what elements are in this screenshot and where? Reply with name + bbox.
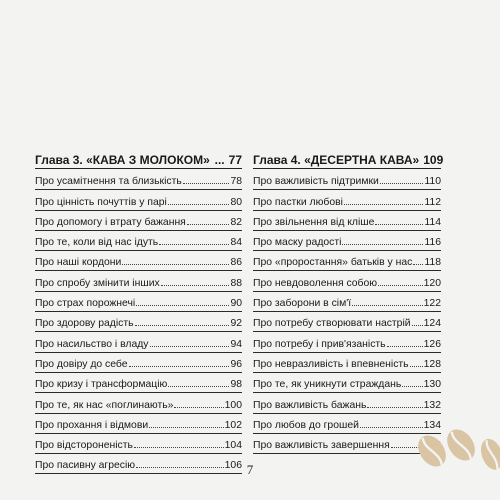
toc-entry (35, 434, 242, 454)
toc-entry-title: Про потребу і прив'язаність (253, 338, 386, 350)
toc-entry-page: 114 (424, 216, 441, 228)
toc-entry-title: Про невразливість і впевненість (253, 358, 409, 370)
toc-entry (35, 414, 242, 434)
toc-entry (35, 231, 242, 251)
toc-entry-page: 100 (224, 399, 242, 411)
toc-entry-title: Про допомогу і втрату бажання (35, 216, 186, 228)
toc-entry (35, 393, 242, 413)
toc-entry (35, 190, 242, 210)
toc-entry-page: 96 (230, 358, 242, 370)
toc-entry-page: 120 (423, 277, 441, 289)
toc-entry (253, 251, 441, 271)
toc-entry-page: 102 (224, 419, 242, 431)
toc-entry-title: Про маску радості (253, 237, 342, 249)
toc-entry-page: 128 (423, 358, 441, 370)
toc-entry (253, 292, 441, 312)
toc-entry-page: 126 (423, 338, 441, 350)
toc-entry-title: Про насильство і владу (35, 338, 149, 350)
toc-entry (253, 170, 441, 190)
toc-entry-title: Про звільнення від кліше (253, 216, 375, 228)
dot-leader (344, 204, 423, 205)
dot-leader (135, 325, 230, 326)
toc-entry (253, 211, 441, 231)
dot-leader (187, 224, 230, 225)
toc-entry-page: 88 (230, 277, 242, 289)
dot-leader (122, 264, 229, 265)
toc-entry-page: 94 (230, 338, 242, 350)
toc-entry-title: Про потребу створювати настрій (253, 318, 411, 330)
dot-leader (129, 366, 230, 367)
chapter-page: 109 (423, 153, 444, 167)
toc-entry (35, 332, 242, 352)
toc-entry-title: Про пастки любові (253, 196, 343, 208)
toc-entry-title: Про те, як нас «поглинають» (35, 399, 174, 411)
toc-entry-title: Про страх порожнечі (35, 298, 136, 310)
toc-entry-page: 82 (230, 216, 242, 228)
dot-leader (161, 285, 230, 286)
dot-leader (168, 204, 230, 205)
toc-entry-page: 78 (230, 176, 242, 188)
dot-leader (134, 447, 224, 448)
dot-leader (168, 386, 229, 387)
dot-leader (352, 305, 423, 306)
toc-entry-title: Про пасивну агресію (35, 460, 136, 472)
toc-entry-page: 116 (424, 237, 441, 249)
toc-entry (253, 312, 441, 332)
toc-entry-page: 110 (424, 176, 441, 188)
toc-entry (35, 373, 242, 393)
dot-leader (387, 346, 423, 347)
toc-entry-page: 134 (423, 419, 441, 431)
toc-entry (35, 353, 242, 373)
toc-entry-title: Про довіру до себе (35, 358, 128, 370)
toc-entry (253, 190, 441, 210)
toc-entry-title: Про цінність почуттів у парі (35, 196, 167, 208)
toc-entry (253, 393, 441, 413)
toc-entry-page: 112 (424, 196, 441, 208)
toc-entry-page: 124 (423, 318, 441, 330)
toc-entry-page: 106 (224, 460, 242, 472)
toc-entry-title: Про наші кордони (35, 257, 122, 269)
toc-entry-title: Про любов до грошей (253, 419, 359, 431)
toc-entry-title: Про заборони в сім'ї (253, 298, 352, 310)
toc-entry-title: Про важливість підтримки (253, 176, 379, 188)
toc-column-chapter-3 (35, 153, 242, 474)
toc-entry-page: 86 (230, 257, 242, 269)
dot-leader (342, 244, 423, 245)
toc-entry (253, 373, 441, 393)
toc-entry-title: Про те, як уникнути страждань (253, 379, 402, 391)
dot-leader (159, 244, 229, 245)
dot-leader (174, 407, 223, 408)
chapter-dots: ... (214, 153, 225, 167)
toc-entry-page: 122 (423, 298, 441, 310)
toc-entry (253, 353, 441, 373)
chapter-page: 77 (228, 153, 242, 167)
toc-entry-page: 98 (230, 379, 242, 391)
toc-entry-page: 84 (230, 237, 242, 249)
dot-leader (402, 386, 422, 387)
toc-entry-title: Про відстороненість (35, 440, 133, 452)
dot-leader (149, 427, 223, 428)
toc-entry-title: Про прохання і відмови (35, 419, 149, 431)
toc-entry-page: 130 (423, 379, 441, 391)
chapter-heading (253, 153, 444, 169)
dot-leader (413, 264, 423, 265)
dot-leader (378, 285, 423, 286)
toc-entry (253, 231, 441, 251)
toc-entry-title: Про важливість бажань (253, 399, 367, 411)
toc-entry-page: 132 (423, 399, 441, 411)
dot-leader (412, 325, 423, 326)
toc-entry (35, 211, 242, 231)
toc-entry-title: Про важливість завершення (253, 440, 390, 452)
toc-entry-title: Про кризу і трансформацію (35, 379, 168, 391)
toc-entry-title: Про здорову радість (35, 318, 134, 330)
toc-entry-list (253, 170, 441, 454)
toc-entry-page: 92 (230, 318, 242, 330)
toc-entry-list (35, 170, 242, 474)
chapter-title: Глава 4. «ДЕСЕРТНА КАВА» (253, 153, 420, 167)
toc-entry-title: Про усамітнення та близькість (35, 176, 182, 188)
toc-entry (253, 332, 441, 352)
toc-entry-page: 104 (224, 440, 242, 452)
toc-entry-page: 118 (424, 257, 441, 269)
dot-leader (367, 407, 422, 408)
toc-entry (35, 312, 242, 332)
dot-leader (136, 305, 229, 306)
toc-entry (35, 170, 242, 190)
toc-entry-title: Про те, коли від нас ідуть (35, 237, 159, 249)
dot-leader (183, 183, 230, 184)
toc-entry (35, 292, 242, 312)
dot-leader (150, 346, 230, 347)
toc-entry-title: Про спробу змінити інших (35, 277, 160, 289)
toc-entry-page: 80 (230, 196, 242, 208)
toc-entry-title: Про «проростання» батьків у нас (253, 257, 413, 269)
toc-column-chapter-4 (253, 153, 444, 454)
dot-leader (375, 224, 423, 225)
toc-entry (35, 271, 242, 291)
toc-entry-page: 90 (230, 298, 242, 310)
dot-leader (380, 183, 424, 184)
toc-entry (253, 271, 441, 291)
toc-entry (35, 251, 242, 271)
dot-leader (410, 366, 423, 367)
chapter-title: Глава 3. «КАВА З МОЛОКОМ» (35, 153, 210, 167)
toc-entry-title: Про невдоволення собою (253, 277, 378, 289)
chapter-heading (35, 153, 242, 169)
page-number: 7 (246, 462, 254, 477)
